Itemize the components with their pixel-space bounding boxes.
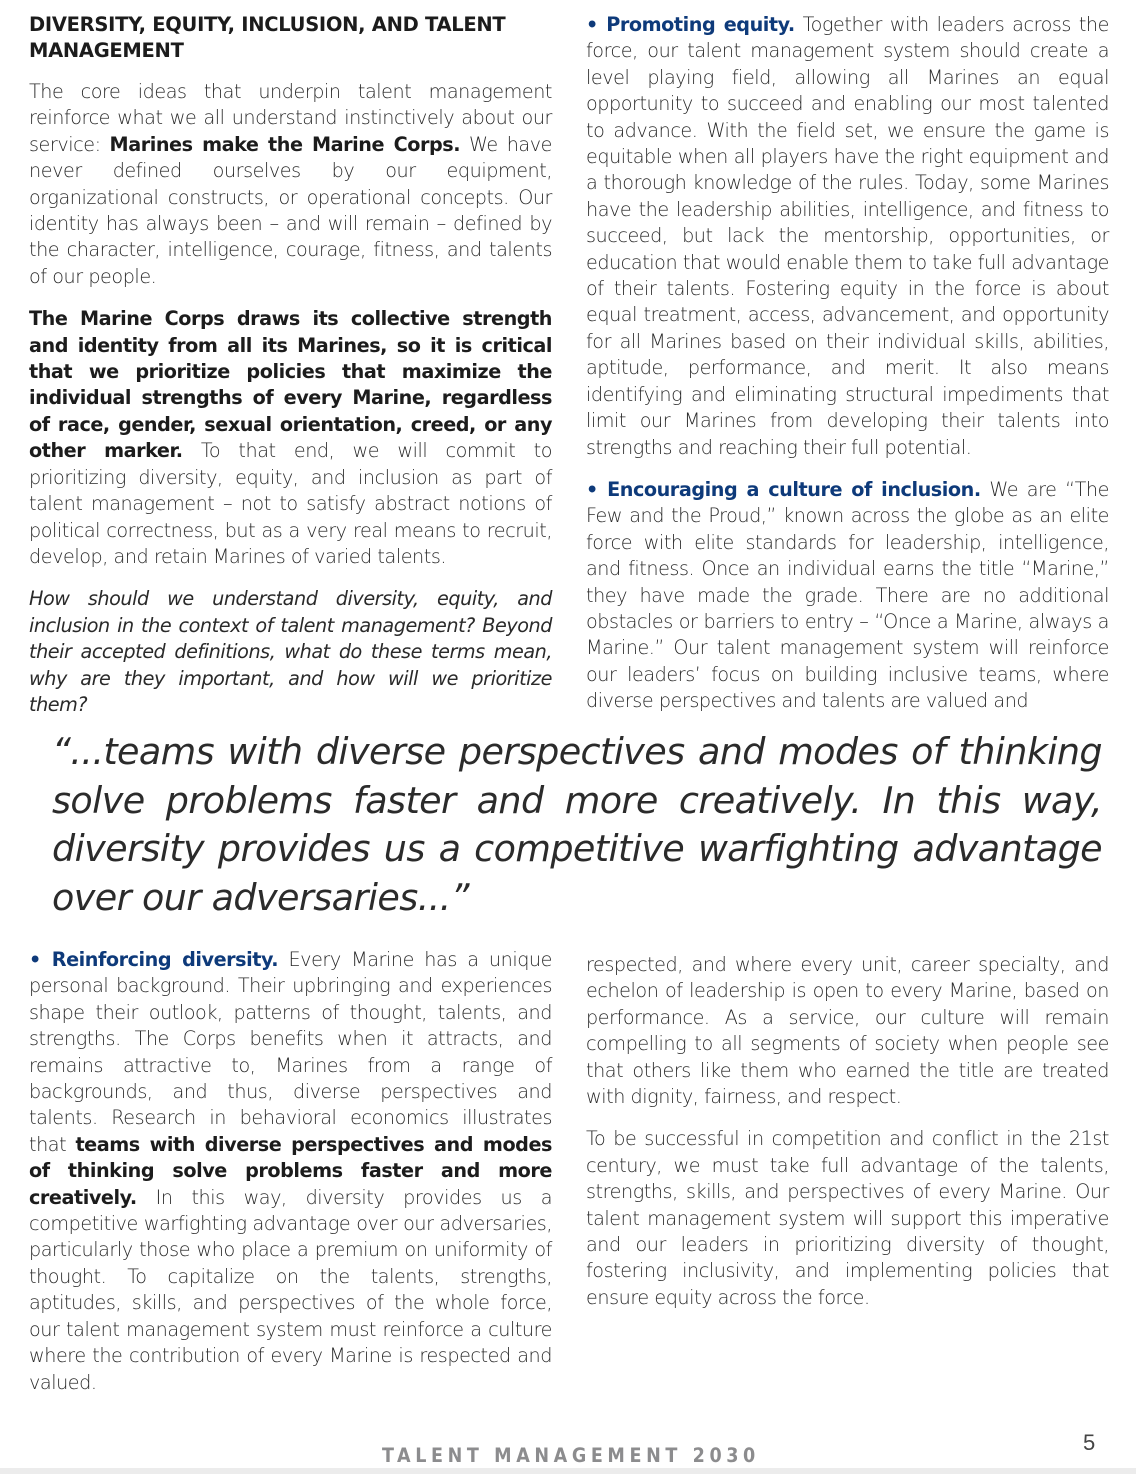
diversity-bullet-text-after: In this way, diversity provides us a competitive warfighting advantage over our adversaries, particularly those who place a premium on uniformity of thought. To capitalize on the talents, strengths, aptitudes, skills, and perspectives of the whole force, our talent management system must reinforce a culture where the contribution of every Marine is respected and valued. (29, 1185, 552, 1394)
inclusion-bullet (586, 477, 1109, 715)
equity-bullet (586, 12, 1109, 461)
guiding-question: How should we understand diversity, equity, and inclusion in the context of talent management? Beyond their accepted definitions, what do these terms mean, why are they important, and how will we prioritize them? (29, 587, 552, 716)
left-column-top (29, 12, 552, 718)
diversity-bullet-text-before: Every Marine has a unique personal background. Their upbringing and experiences shape their outlook, patterns of thought, talents, and strengths. The Corps benefits when it attracts, and remains attractive to, Marines from a range of backgrounds, and thus, diverse perspectives and talents. Research in behavioral economics illustrates that (29, 948, 552, 1156)
equity-bullet-lead: • Promoting equity. (586, 13, 795, 36)
section-heading: DIVERSITY, EQUITY, INCLUSION, AND TALENT MANAGEMENT (29, 13, 506, 62)
intro-text-after: We have never defined ourselves by our equipment, organizational constructs, or operational concepts. Our identity has always been – and will remain – defined by the character, intelligence, courage, fitness, and talents of our people. (29, 132, 552, 288)
intro-paragraph (29, 79, 552, 290)
intro-bold-statement: Marines make the Marine Corps. (109, 132, 461, 156)
page-bottom-edge (0, 1468, 1136, 1474)
commitment-text-after: To that end, we will commit to prioritizing diversity, equity, and inclusion as part of talent management – not to satisfy abstract notions of political correctness, but as a very real means to recruit, develop, and retain Marines of varied talents. (29, 439, 552, 568)
commitment-bold-statement: The Marine Corps draws its collective strength and identity from all its Marines, so it is critical that we prioritize policies that maximize the individual strengths of every Marine, regardless of race, gender, sexual orientation, creed, or any other marker. (29, 307, 552, 463)
left-column-bottom (29, 947, 552, 1396)
inclusion-bullet-lead: • Encouraging a culture of inclusion. (586, 477, 981, 501)
conclusion-paragraph: To be successful in competition and conflict in the 21st century, we must take full advantage of the talents, strengths, skills, and perspectives of every Marine. Our talent management system will support this imperative and our leaders in prioritizing diversity of thought, fostering inclusivity, and implementing policies that ensure equity across the force. (586, 1127, 1109, 1309)
diversity-bullet-bold: teams with diverse perspectives and modes of thinking solve problems faster and more creatively. (29, 1132, 552, 1209)
pull-quote: “...teams with diverse perspectives and modes of thinking solve problems faster and more creatively. In this way, diversity provides us a competitive warfighting advantage over our adversaries...” (52, 730, 1102, 919)
right-column-bottom (586, 952, 1109, 1311)
commitment-paragraph (29, 306, 552, 570)
intro-text-before: The core ideas that underpin talent management reinforce what we all understand instinctively about our service: (29, 80, 552, 156)
right-column-top (586, 12, 1109, 715)
inclusion-bullet-continued: respected, and where every unit, career specialty, and echelon of leadership is open to every Marine, based on performance. As a service, our culture will remain compelling to all segments of society when people see that others like them who earned the title are treated with dignity, fairness, and respect. (586, 953, 1109, 1109)
equity-bullet-text: Together with leaders across the force, our talent management system should create a level playing field, allowing all Marines an equal opportunity to succeed and enabling our most talented to advance. With the field set, we ensure the game is equitable when all players have the right equipment and a thorough knowledge of the rules. Today, some Marines have the leadership abilities, intelligence, and fitness to succeed, but lack the mentorship, opportunities, or education that would enable them to take full advantage of their talents. Fostering equity in the force is about equal treatment, access, advancement, and opportunity for all Marines based on their individual skills, abilities, aptitude, performance, and merit. It also means identifying and eliminating structural impediments that limit our Marines from developing their talents into strengths and reaching their full potential. (586, 13, 1109, 459)
diversity-bullet (29, 947, 552, 1396)
inclusion-bullet-text: We are “The Few and the Proud,” known across the globe as an elite force with elite standards for leadership, intelligence, and fitness. Once an individual earns the title “Marine,” they have made the grade. There are no additional obstacles or barriers to entry – “Once a Marine, always a Marine.” Our talent management system will reinforce our leaders’ focus on building inclusive teams, where diverse perspectives and talents are valued and (586, 477, 1109, 713)
page-number: 5 (1083, 1430, 1096, 1455)
diversity-bullet-lead: • Reinforcing diversity. (29, 948, 279, 971)
footer-title: TALENT MANAGEMENT 2030 (382, 1444, 760, 1467)
